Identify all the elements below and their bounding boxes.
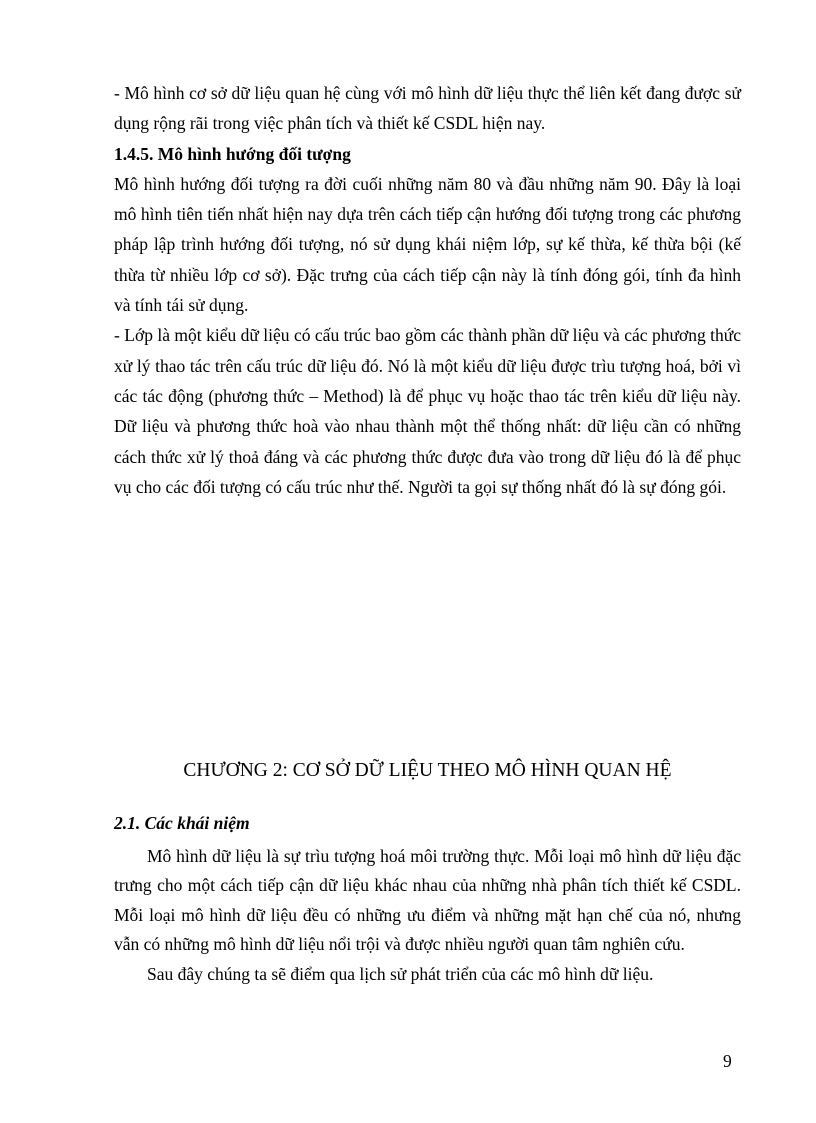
section-145-block	[114, 78, 741, 502]
section-145-heading: 1.4.5. Mô hình hướng đối tượng	[114, 143, 351, 164]
data-model-paragraph: Mô hình dữ liệu là sự trìu tượng hoá môi trường thực. Mỗi loại mô hình dữ liệu đặc trưng cho một cách tiếp cận dữ liệu khác nhau của những nhà phân tích thiết kế CSDL. Mỗi loại mô hình dữ liệu đều có những ưu điểm và những mặt hạn chế của nó, nhưng vẫn có những mô hình dữ liệu nổi trội và được nhiều người quan tâm nghiên cứu.	[114, 846, 741, 955]
class-definition-paragraph: - Lớp là một kiểu dữ liệu có cấu trúc bao gồm các thành phần dữ liệu và các phương thức xử lý thao tác trên cấu trúc dữ liệu đó. Nó là một kiểu dữ liệu được trìu tượng hoá, bởi vì các tác động (phương thức – Method) là để phục vụ hoặc thao tác trên kiểu dữ liệu này. Dữ liệu và phương thức hoà vào nhau thành một thể thống nhất: dữ liệu cần có những cách thức xử lý thoả đáng và các phương thức được đưa vào trong dữ liệu đó là để phục vụ cho các đối tượng có cấu trúc như thế. Người ta gọi sự thống nhất đó là sự đóng gói.	[114, 325, 741, 497]
history-paragraph: Sau đây chúng ta sẽ điểm qua lịch sử phát triển của các mô hình dữ liệu.	[147, 963, 654, 984]
object-model-paragraph: Mô hình hướng đối tượng ra đời cuối những năm 80 và đầu những năm 90. Đây là loại mô hình tiên tiến nhất hiện nay dựa trên cách tiếp cận hướng đối tượng trong các phương pháp lập trình hướng đối tượng, nó sử dụng khái niệm lớp, sự kế thừa, kế thừa bội (kế thừa từ nhiều lớp cơ sở). Đặc trưng của cách tiếp cận này là tính đóng gói, tính đa hình và tính tái sử dụng.	[114, 173, 741, 316]
section-21-heading: 2.1. Các khái niệm	[114, 813, 250, 833]
page-number: 9	[723, 1051, 732, 1071]
section-21-block	[114, 842, 741, 989]
intro-paragraph: - Mô hình cơ sở dữ liệu quan hệ cùng với mô hình dữ liệu thực thể liên kết đang được sử dụng rộng rãi trong việc phân tích và thiết kế CSDL hiện nay.	[114, 83, 741, 134]
chapter-2-title: CHƯƠNG 2: CƠ SỞ DỮ LIỆU THEO MÔ HÌNH QUAN HỆ	[183, 760, 672, 781]
